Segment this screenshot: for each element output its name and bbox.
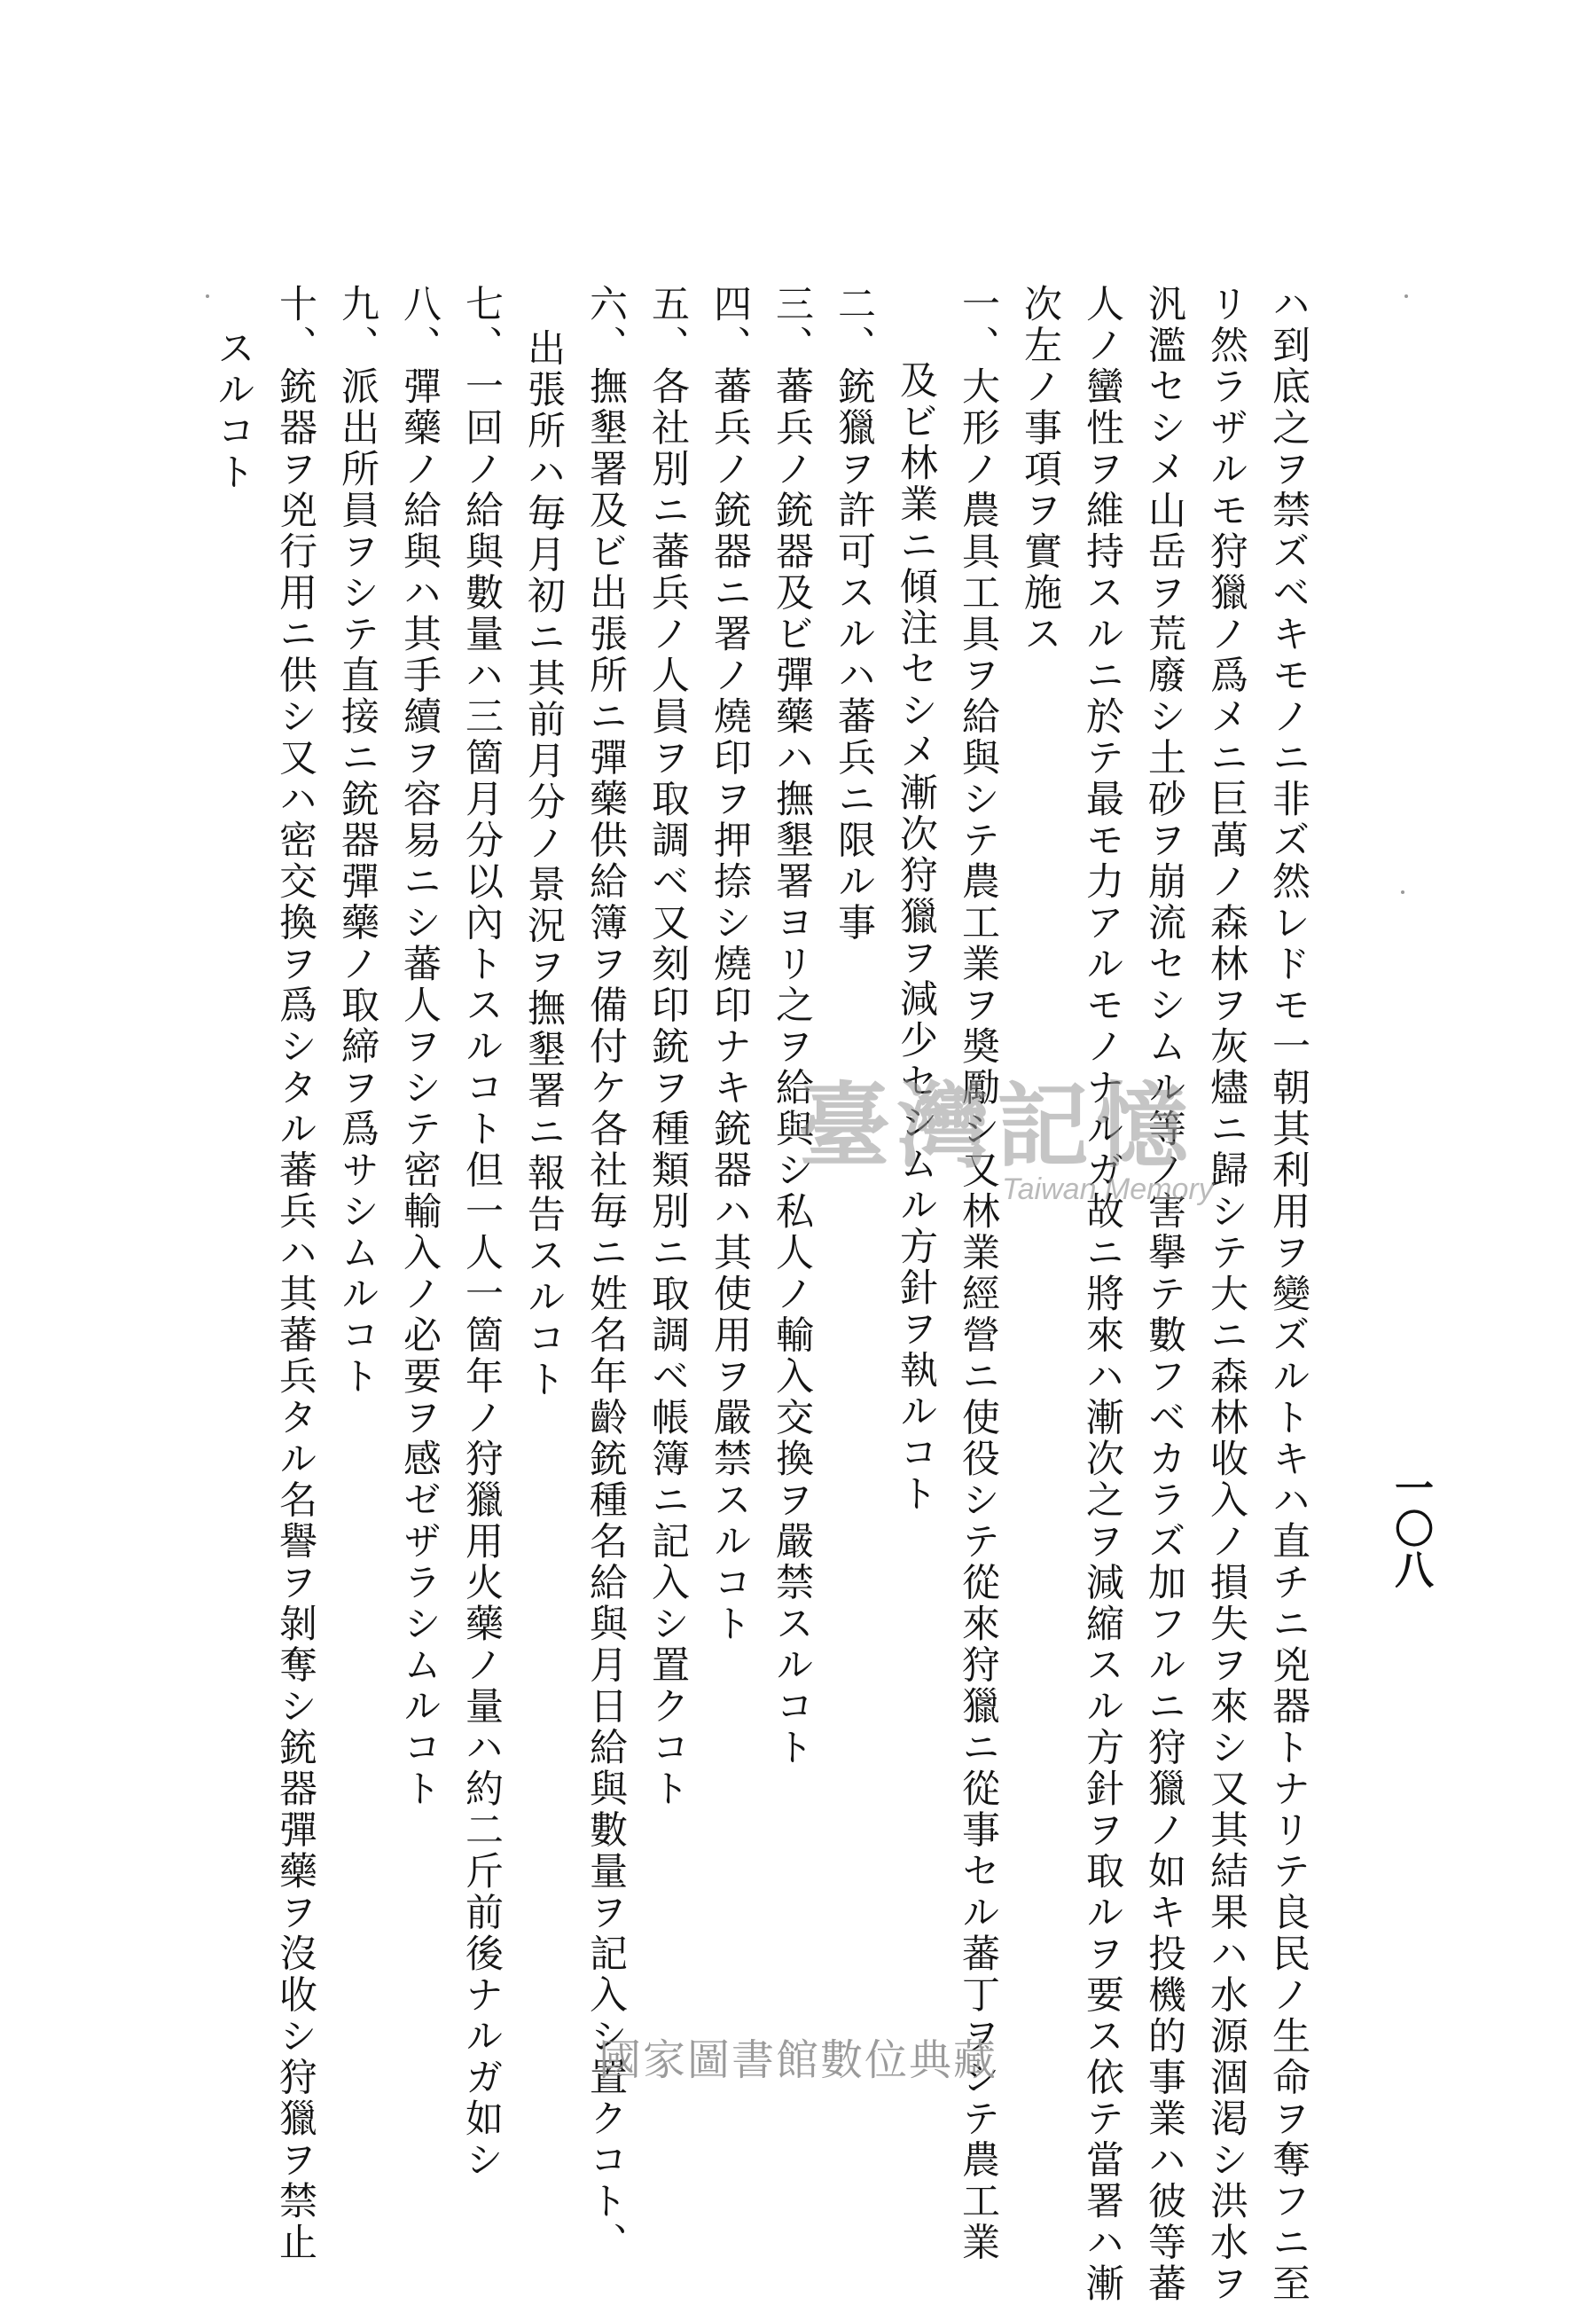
list-item: 一、大形ノ農具工具ヲ給與シテ農工業ヲ奬勵シ又林業經營ニ使役シテ從來狩獵ニ從事セル蕃丁ヲシテ農工業 — [956, 284, 1000, 2263]
list-item: 七、一回ノ給與數量ハ三箇月分以內トスルコト但一人一箇年ノ狩獵用火藥ノ量ハ約二斤前後ナルガ如シ — [459, 284, 504, 2181]
list-item: 四、蕃兵ノ銃器ニ署ノ燒印ヲ押捺シ燒印ナキ銃器ハ其使用ヲ嚴禁スルコト — [708, 284, 752, 1645]
watermark-title: 臺灣記憶 — [798, 1071, 1196, 1180]
page-number: 一〇八 — [1388, 1468, 1433, 1590]
list-item: 五、各社別ニ蕃兵ノ人員ヲ取調ベ又刻印銃ヲ種類別ニ取調ベ帳簿ニ記入シ置クコト — [645, 284, 690, 1810]
scan-speck — [1404, 294, 1408, 298]
list-item: 二、銃獵ヲ許可スルハ蕃兵ニ限ル事 — [832, 284, 876, 944]
list-item: 十、銃器ヲ兇行用ニ供シ又ハ密交換ヲ爲シタル蕃兵ハ其蕃兵タル名譽ヲ剝奪シ銃器彈藥ヲ沒收シ狩獵ヲ禁止 — [273, 284, 317, 2263]
list-item-continuation: スルコト — [211, 328, 255, 493]
text-line: ハ到底之ヲ禁ズベキモノニ非ズ然レドモ一朝其利用ヲ變ズルトキハ直チニ兇器トナリテ良民ノ生命ヲ奪フニ至 — [1266, 284, 1310, 2305]
list-item-continuation: 出張所ハ毎月初ニ其前月分ノ景況ヲ撫墾署ニ報告スルコト — [521, 328, 566, 1400]
scan-speck — [1401, 890, 1404, 894]
watermark-subtitle: Taiwan Memory — [1002, 1172, 1214, 1206]
list-item: 六、撫墾署及ビ出張所ニ彈藥供給簿ヲ備付ケ各社毎ニ姓名年齡銃種名給與月日給與數量ヲ記入シ置クコト、 — [583, 284, 628, 2263]
scan-speck — [206, 294, 209, 298]
text-line: 汎濫セシメ山岳ヲ荒廢シ土砂ヲ崩流セシムル等ノ害擧テ數フベカラズ加フルニ狩獵ノ如キ投機的事業ハ彼等蕃 — [1142, 284, 1186, 2305]
list-item: 九、派出所員ヲシテ直接ニ銃器彈藥ノ取締ヲ爲サシムルコト — [335, 284, 379, 1398]
text-line: 次左ノ事項ヲ實施ス — [1018, 284, 1062, 655]
list-item-continuation: 及ビ林業ニ傾注セシメ漸次狩獵ヲ減少セシムル方針ヲ執ルコト — [894, 360, 938, 1515]
list-item: 八、彈藥ノ給與ハ其手續ヲ容易ニシ蕃人ヲシテ密輸入ノ必要ヲ感ゼザラシムルコト — [397, 284, 442, 1810]
text-line: リ然ラザルモ狩獵ノ爲メニ巨萬ノ森林ヲ灰燼ニ歸シテ大ニ森林收入ノ損失ヲ來シ又其結果ハ水源涸渇シ洪水ヲ — [1204, 284, 1248, 2305]
list-item: 三、蕃兵ノ銃器及ビ彈藥ハ撫墾署ヨリ之ヲ給與シ私人ノ輸入交換ヲ嚴禁スルコト — [770, 284, 814, 1768]
footer-credit: 國家圖書館數位典藏 — [598, 2035, 998, 2085]
text-line: 人ノ蠻性ヲ維持スルニ於テ最モ力アルモノナルガ故ニ將來ハ漸次之ヲ減縮スル方針ヲ取ルヲ要ス依テ當署ハ漸 — [1080, 284, 1124, 2305]
